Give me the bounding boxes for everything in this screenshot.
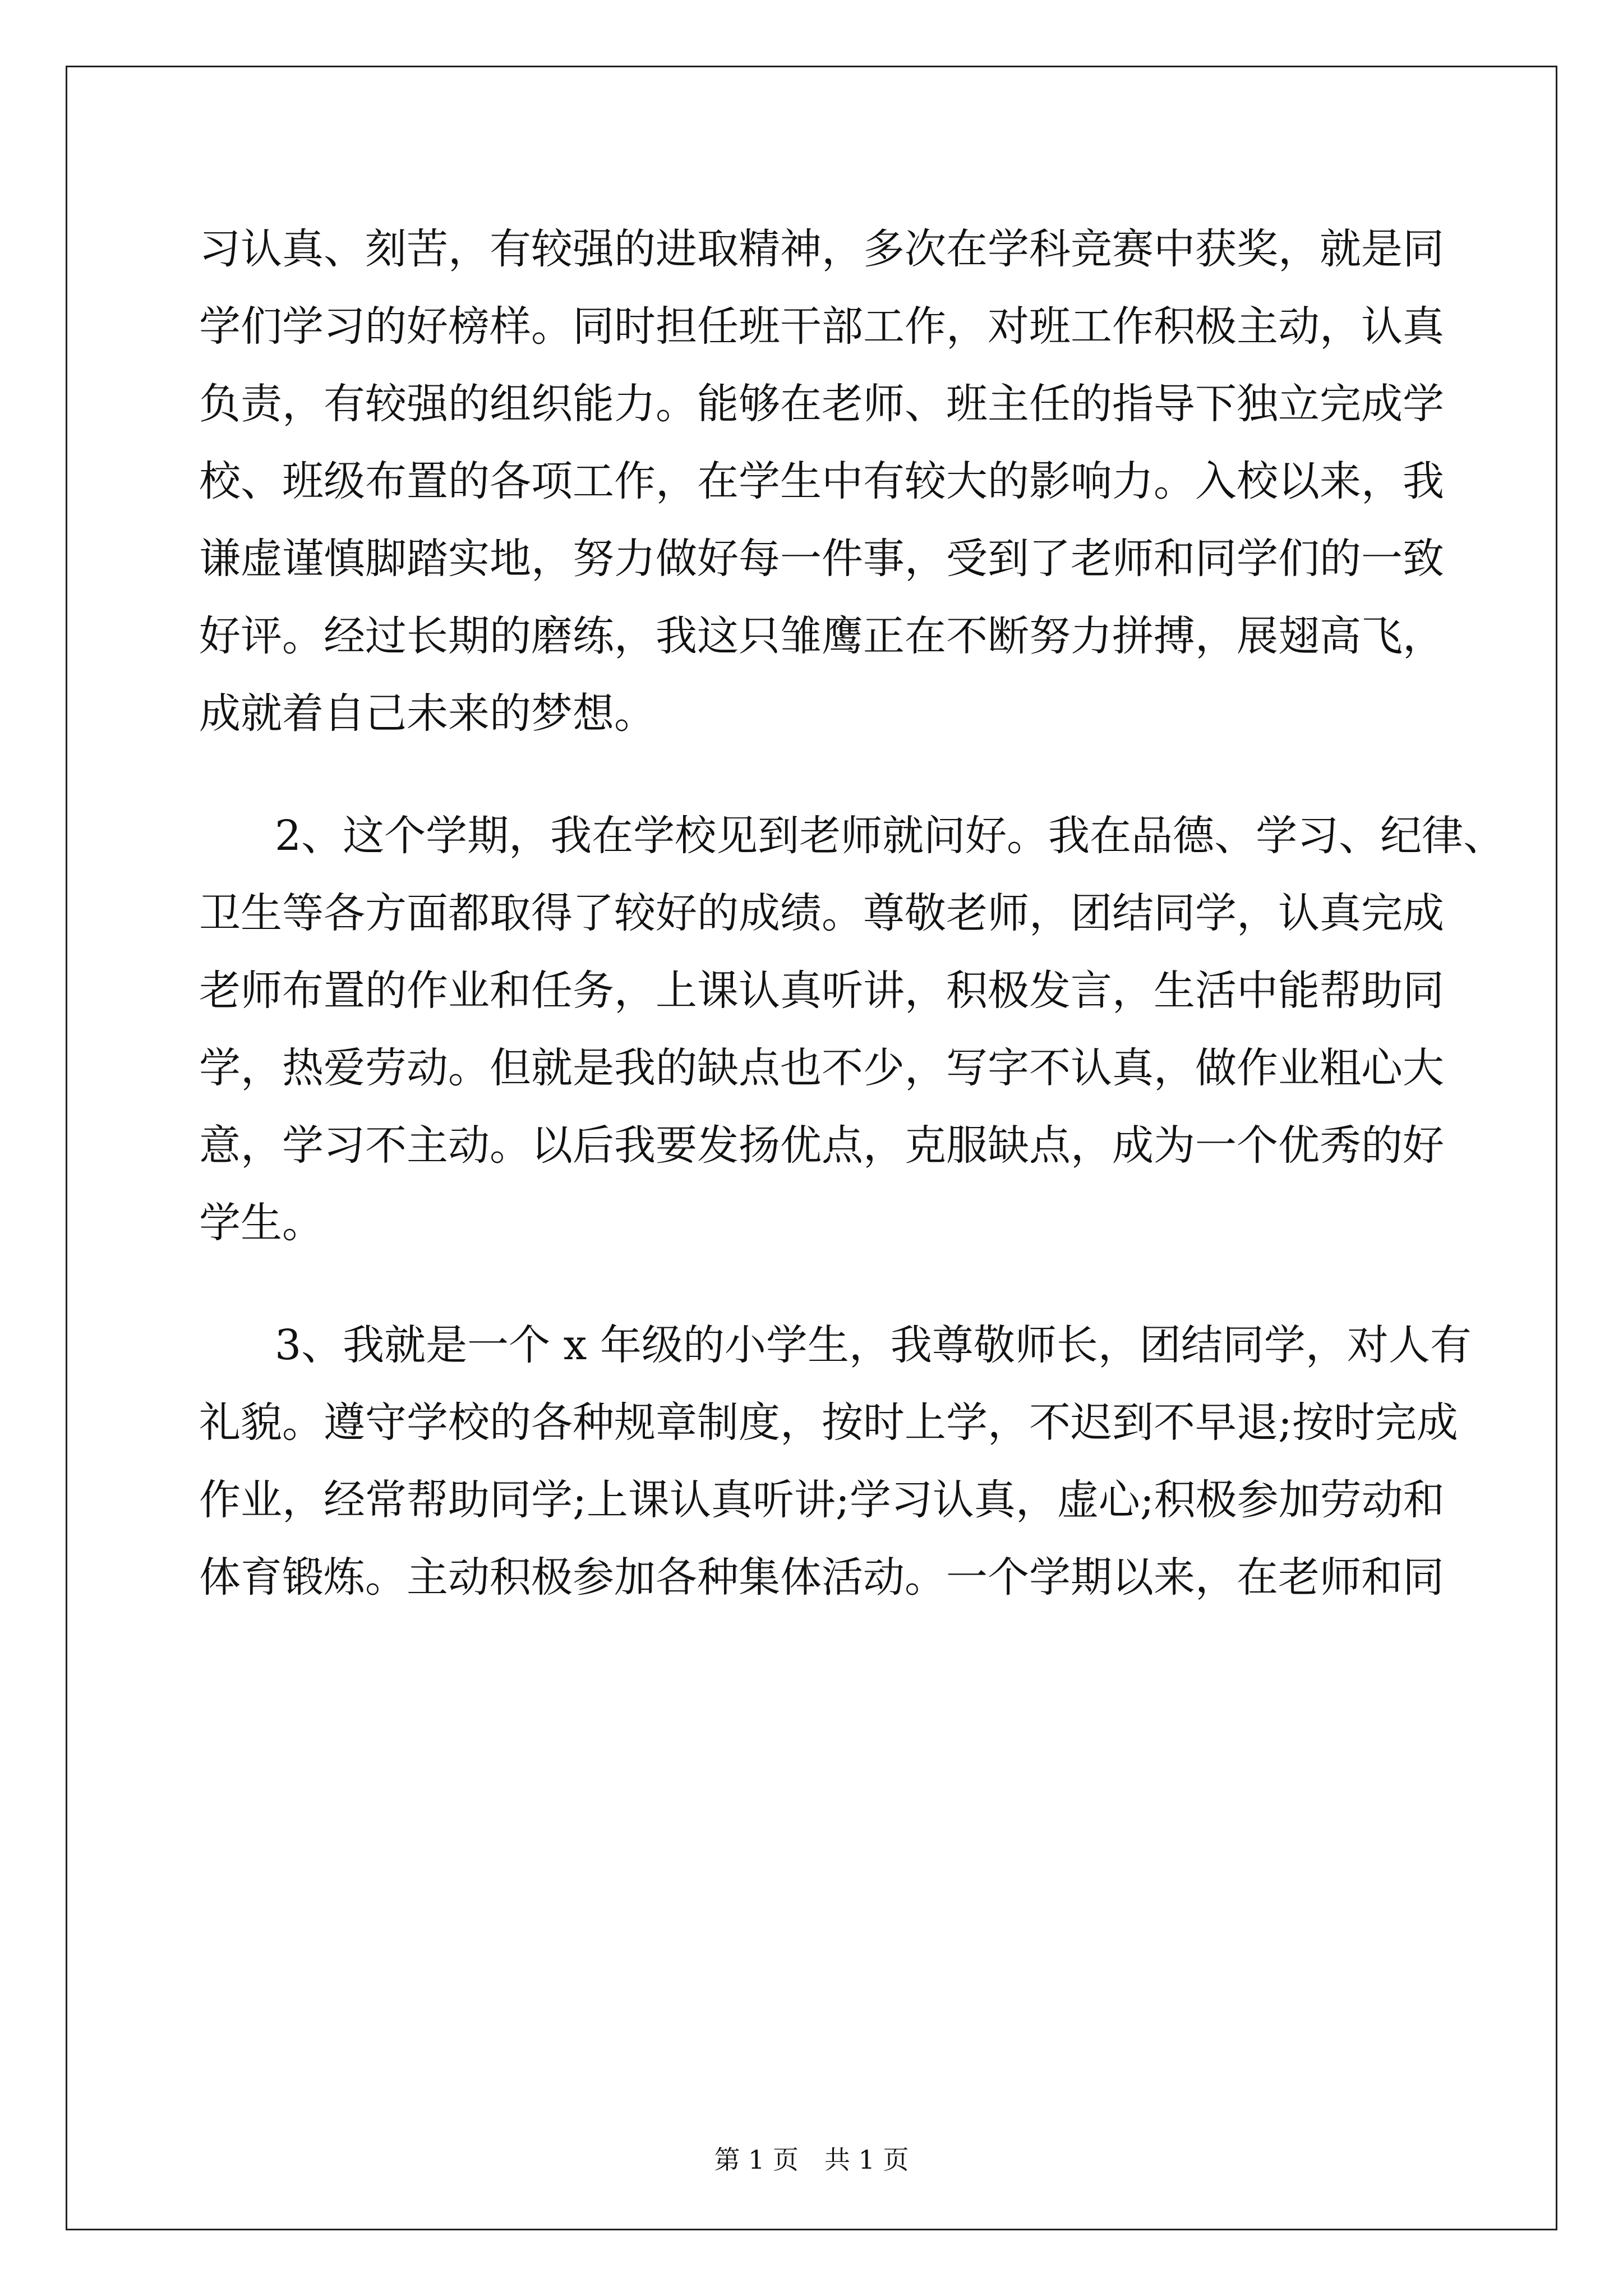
text-line: 卫生等各方面都取得了较好的成绩。尊敬老师，团结同学，认真完成 (199, 889, 1444, 937)
text-line: 负责，有较强的组织能力。能够在老师、班主任的指导下独立完成学 (199, 380, 1444, 428)
text-line: 习认真、刻苦，有较强的进取精神，多次在学科竞赛中获奖，就是同 (199, 225, 1444, 273)
text-line: 谦虚谨慎脚踏实地，努力做好每一件事，受到了老师和同学们的一致 (199, 535, 1444, 583)
text-line: 2、这个学期，我在学校见到老师就问好。我在品德、学习、纪律、 (275, 812, 1505, 860)
text-line: 老师布置的作业和任务，上课认真听讲，积极发言，生活中能帮助同 (199, 967, 1444, 1015)
text-line: 学们学习的好榜样。同时担任班干部工作，对班工作积极主动，认真 (199, 302, 1444, 351)
text-line: 学生。 (199, 1199, 324, 1247)
text-line: 成就着自己未来的梦想。 (199, 689, 656, 738)
page-footer: 第 1 页 共 1 页 (714, 2145, 909, 2175)
text-line: 学，热爱劳动。但就是我的缺点也不少，写字不认真，做作业粗心大 (199, 1044, 1444, 1092)
text-line: 好评。经过长期的磨练，我这只雏鹰正在不断努力拼搏，展翅高飞， (199, 612, 1444, 660)
text-line: 体育锻炼。主动积极参加各种集体活动。一个学期以来，在老师和同 (199, 1553, 1444, 1602)
text-line: 作业，经常帮助同学;上课认真听讲;学习认真，虚心;积极参加劳动和 (199, 1476, 1445, 1524)
document-body (199, 210, 1505, 1616)
text-line: 意，学习不主动。以后我要发扬优点，克服缺点，成为一个优秀的好 (199, 1121, 1444, 1170)
text-line: 礼貌。遵守学校的各种规章制度，按时上学，不迟到不早退;按时完成 (199, 1398, 1458, 1447)
text-line: 3、我就是一个 x 年级的小学生，我尊敬师长，团结同学，对人有 (275, 1321, 1472, 1369)
text-line: 校、班级布置的各项工作，在学生中有较大的影响力。入校以来，我 (199, 457, 1444, 505)
